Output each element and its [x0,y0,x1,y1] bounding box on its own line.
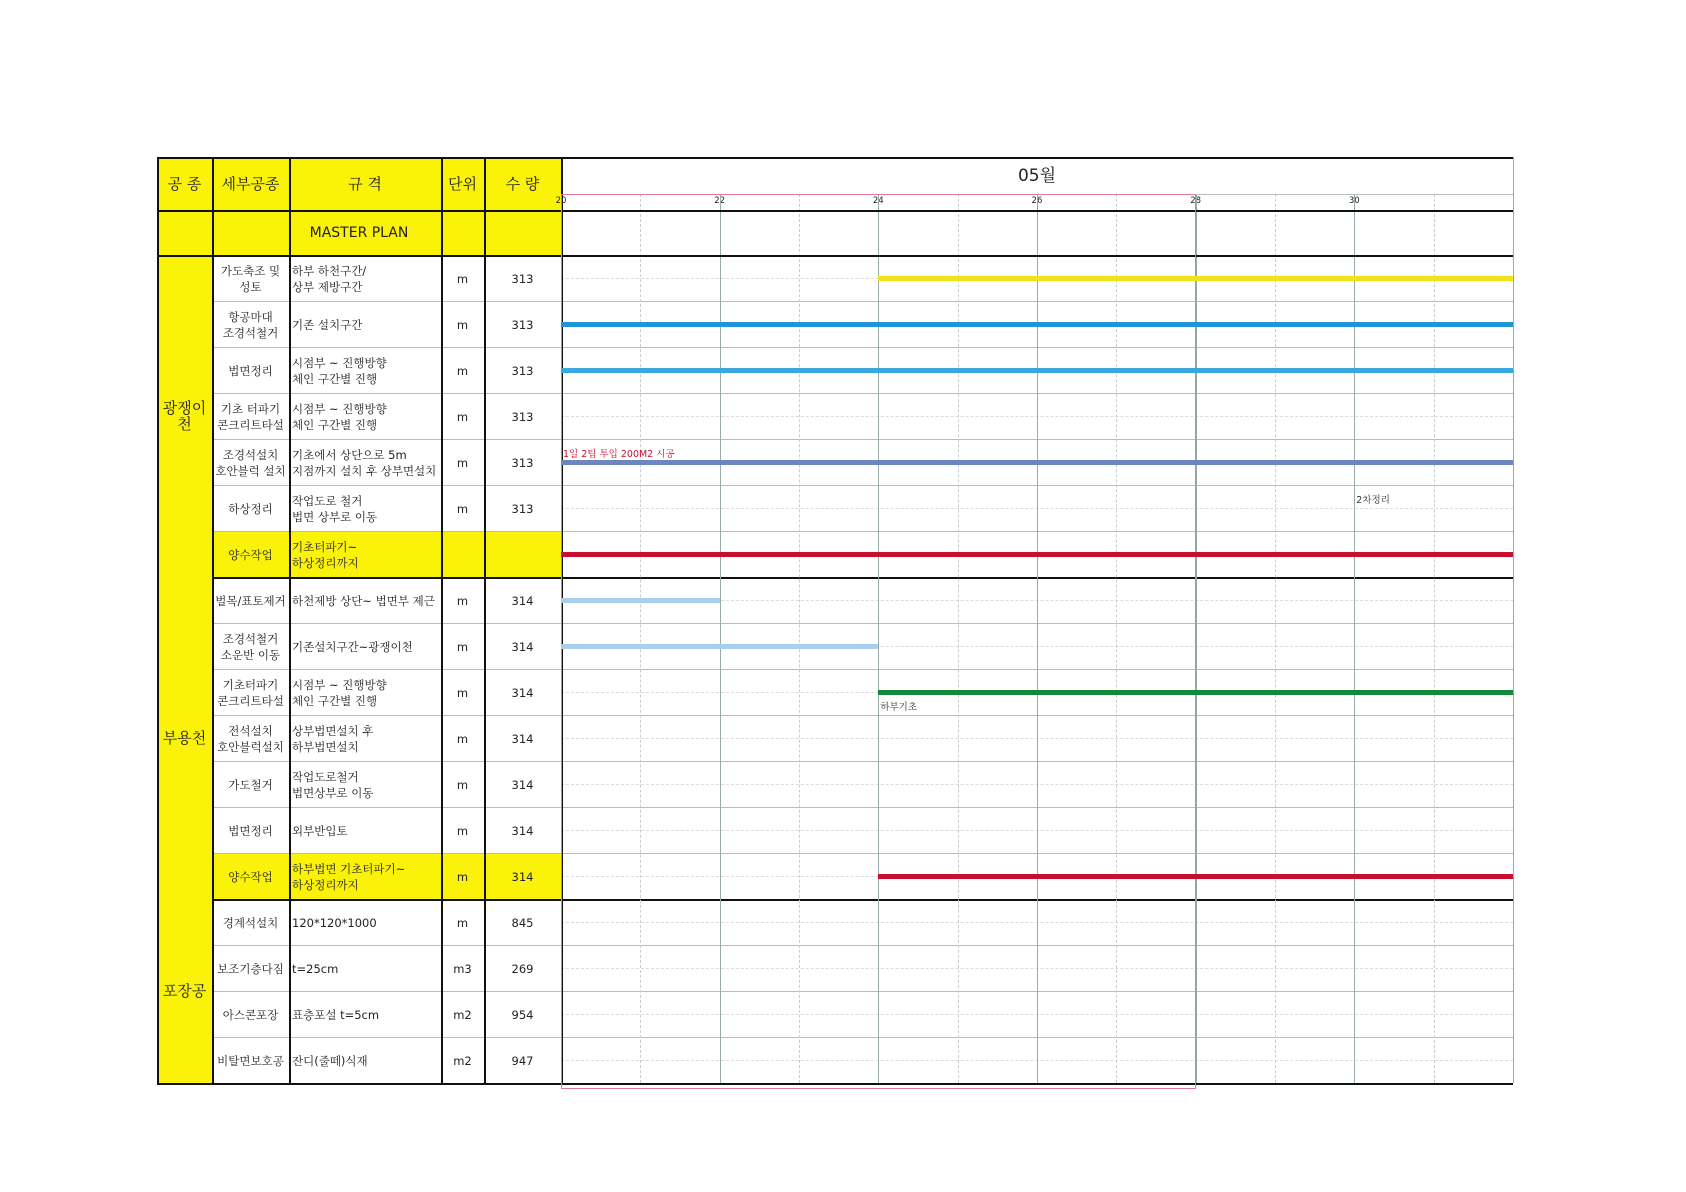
sub-work-cell: 법면정리 [228,363,273,378]
qty-cell: 314 [511,777,534,792]
work-type-cell: 부용천 [157,577,212,899]
unit-cell: m3 [453,961,472,976]
day-label-20: 20 [555,196,567,206]
gantt-bar-row-7 [561,598,720,603]
gantt-bar-row-0 [878,276,1513,281]
unit-cell: m [441,854,484,899]
unit-cell: m [456,455,469,470]
spec-cell: 기존 설치구간 [292,317,363,332]
spec-cell: 하부법면 기초터파기~ 하상정리까지 [289,854,441,899]
unit-cell [441,532,484,577]
gantt-bar-row-8 [561,644,878,649]
unit-cell: m [456,317,469,332]
column-border [561,157,563,1083]
sub-work-cell: 양수작업 [212,532,289,577]
unit-cell: m [456,593,469,608]
spec-cell: 기존설치구간~광쟁이천 [292,639,413,654]
day-gridline [1434,194,1435,1083]
column-border [441,157,443,1083]
unit-cell: m [456,685,469,700]
day-gridline [640,194,641,1083]
qty-cell: 313 [511,455,534,470]
spec-cell: 기초에서 상단으로 5m 지점까지 설치 후 상부면설치 [292,447,437,478]
gantt-bar-row-2 [561,368,1513,373]
qty-cell: 845 [511,915,534,930]
gantt-bar-row-4 [561,460,1513,465]
qty-cell [484,532,561,577]
master-divider [157,255,1513,257]
day-gridline [1275,194,1276,1083]
qty-cell: 313 [511,409,534,424]
column-border [289,157,291,1083]
sub-work-cell: 항공마대 조경석철거 [222,309,279,340]
sub-work-cell: 조경석철거 소운반 이동 [220,631,281,662]
unit-cell: m2 [453,1053,472,1068]
day-gridline [1354,194,1355,1083]
sub-work-cell: 가도철거 [228,777,273,792]
sub-work-cell: 전석설치 호안블럭설치 [217,723,284,754]
day-gridline [720,194,721,1083]
month-divider [561,194,1513,195]
qty-cell: 269 [511,961,534,976]
unit-cell: m [456,409,469,424]
unit-cell: m [456,823,469,838]
qty-cell: 313 [511,317,534,332]
spec-cell: 잔디(줄떼)식재 [292,1053,368,1068]
day-divider [157,210,1513,212]
gantt-bar-row-6 [561,552,1513,557]
day-gridline [1037,194,1038,1083]
spec-cell: t=25cm [292,961,339,976]
day-label-24: 24 [872,196,884,206]
qty-cell: 314 [511,823,534,838]
qty-cell: 947 [511,1053,534,1068]
day-gridline [799,194,800,1083]
spec-cell: 작업도로철거 법면상부로 이동 [292,769,374,800]
spec-cell: 하부 하천구간/ 상부 제방구간 [292,263,367,294]
master-plan-label: MASTER PLAN [157,210,561,255]
qty-cell: 313 [511,271,534,286]
spec-cell: 120*120*1000 [292,915,377,930]
spec-cell: 시점부 ~ 진행방향 체인 구간별 진행 [292,401,387,432]
month-label: 05월 [1017,165,1057,186]
gantt-bar-row-13 [878,874,1513,879]
sub-work-cell: 법면정리 [228,823,273,838]
header-work-type: 공 종 [157,157,212,210]
unit-cell: m [456,271,469,286]
qty-cell: 314 [511,731,534,746]
header-qty: 수 량 [484,157,561,210]
day-gridline [878,194,879,1083]
qty-cell: 313 [511,501,534,516]
spec-cell: 외부반입토 [292,823,348,838]
sub-work-cell: 양수작업 [212,854,289,899]
qty-cell: 954 [511,1007,534,1022]
day-label-30: 30 [1348,196,1360,206]
gantt-bar-row-9 [878,690,1513,695]
day-gridline [1196,194,1197,1083]
sub-work-cell: 기초 터파기 콘크리트타설 [217,401,284,432]
qty-cell: 314 [511,593,534,608]
spec-cell: 기초터파기~ 하상정리까지 [289,532,441,577]
spec-cell: 시점부 ~ 진행방향 체인 구간별 진행 [292,677,387,708]
spec-cell: 상부법면설치 후 하부법면설치 [292,723,374,754]
gantt-note: 2차정리 [1356,495,1390,506]
gantt-note: 1일 2팀 투입 200M2 시공 [563,449,675,460]
unit-cell: m [456,731,469,746]
spec-cell: 작업도로 철거 법면 상부로 이동 [292,493,378,524]
group-divider [157,1083,1513,1085]
spec-cell: 하천제방 상단~ 법면부 제근 [292,593,435,608]
sub-work-cell: 벌목/표토제거 [215,593,286,608]
gantt-bar-row-1 [561,322,1513,327]
qty-cell: 314 [511,685,534,700]
sub-work-cell: 보조기층다짐 [217,961,284,976]
work-type-cell: 광쟁이 천 [157,255,212,577]
sub-work-cell: 기초터파기 콘크리트타설 [217,677,284,708]
sub-work-cell: 하상정리 [228,501,273,516]
right-border [1513,157,1514,1083]
qty-cell: 314 [511,639,534,654]
unit-cell: m [456,363,469,378]
qty-cell: 314 [484,854,561,899]
work-type-cell: 포장공 [157,899,212,1083]
column-border [157,157,159,1083]
column-border [484,157,486,1083]
day-gridline [958,194,959,1083]
header-sub-work: 세부공종 [212,157,289,210]
day-label-28: 28 [1190,196,1202,206]
sub-work-cell: 경계석설치 [222,915,279,930]
sub-work-cell: 아스콘포장 [222,1007,279,1022]
unit-cell: m2 [453,1007,472,1022]
qty-cell: 313 [511,363,534,378]
header-spec: 규 격 [289,157,441,210]
day-gridline [1116,194,1117,1083]
spec-cell: 표층포설 t=5cm [292,1007,380,1022]
unit-cell: m [456,639,469,654]
unit-cell: m [456,501,469,516]
sub-work-cell: 비탈면보호공 [217,1053,284,1068]
day-label-26: 26 [1031,196,1043,206]
day-label-22: 22 [714,196,726,206]
column-border [212,157,214,1083]
unit-cell: m [456,915,469,930]
top-border [157,157,1513,159]
sub-work-cell: 가도축조 및 성토 [220,263,281,294]
sub-work-cell: 조경석설치 호안블럭 설치 [215,447,286,478]
header-unit: 단위 [441,157,484,210]
gantt-note: 하부기초 [880,702,918,713]
unit-cell: m [456,777,469,792]
spec-cell: 시점부 ~ 진행방향 체인 구간별 진행 [292,355,387,386]
